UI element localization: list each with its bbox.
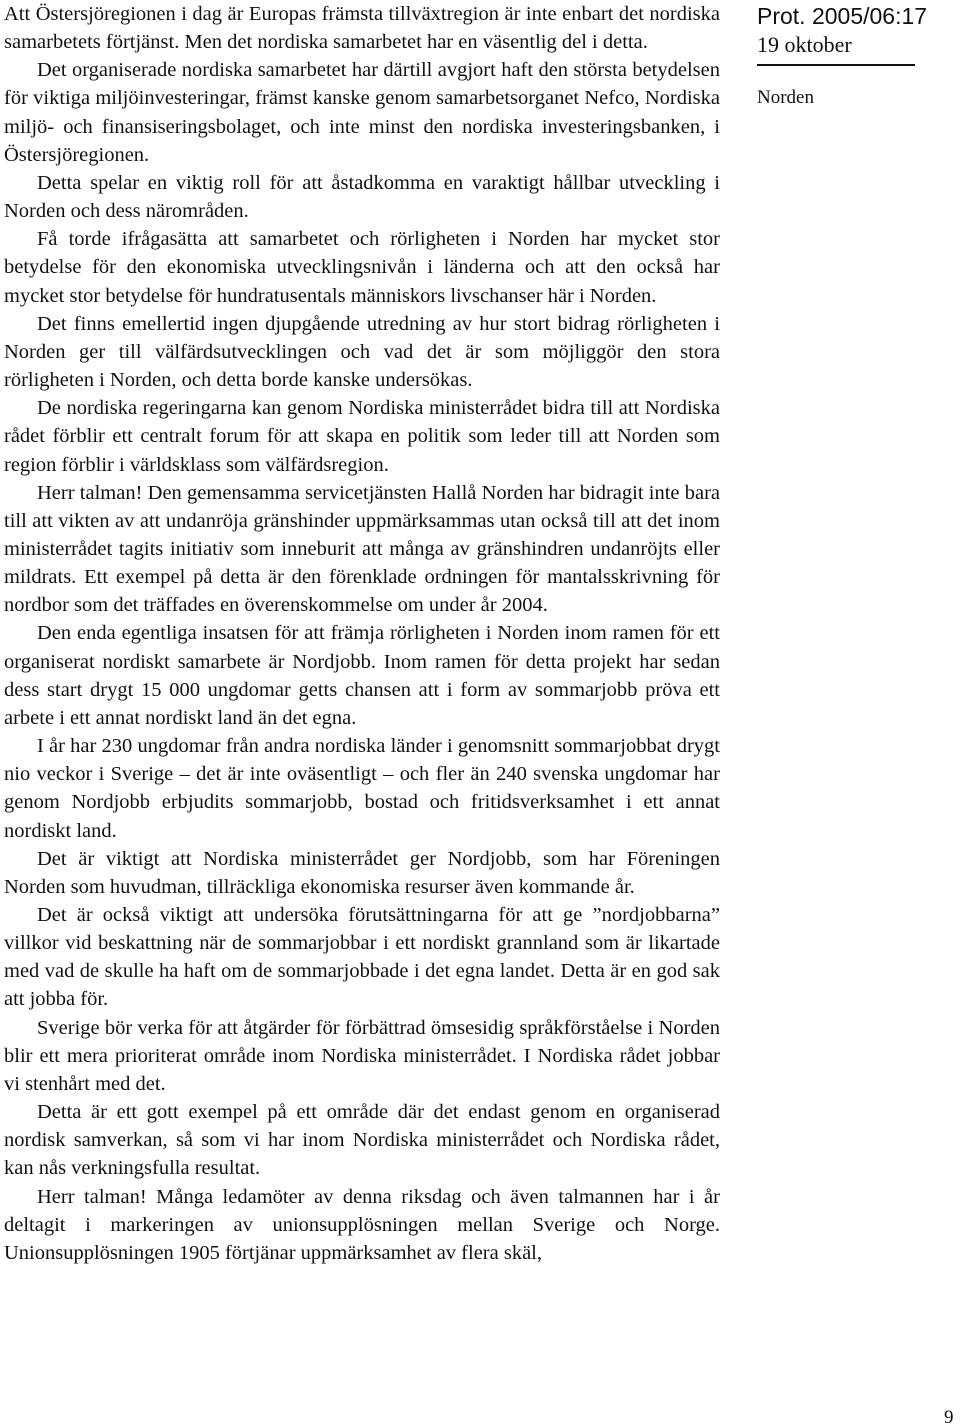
paragraph: Sverige bör verka för att åtgärder för förbättrad ömsesidig språkförståelse i Norden blir ett mera prioriterat område inom Nordiska ministerrådet. I Nordiska rådet jobbar vi stenhårt med det. bbox=[4, 1016, 720, 1095]
section-name: Norden bbox=[757, 87, 814, 108]
paragraph: Det organiserade nordiska samarbetet har därtill avgjort haft den största betydelsen för viktiga miljöinvesteringar, främst kanske genom samarbetsorganet Nefco, Nordiska miljö- och finansiseringsbolaget, och inte minst den nordiska investeringsbanken, i Östersjöregionen. bbox=[4, 59, 720, 166]
paragraph: Det är viktigt att Nordiska ministerrådet ger Nordjobb, som har Föreningen Norden som huvudman, tillräckliga ekonomiska resurser även kommande år. bbox=[4, 847, 720, 898]
speech-text bbox=[4, 0, 720, 1267]
paragraph: Få torde ifrågasätta att samarbetet och rörligheten i Norden har mycket stor betydelse för den ekonomiska utvecklingsnivån i länderna och att den också har mycket stor betydelse för hundratusentals människors livschanser här i Norden. bbox=[4, 228, 720, 307]
paragraph: De nordiska regeringarna kan genom Nordiska ministerrådet bidra till att Nordiska rådet förblir ett centralt forum för att skapa en politik som leder till att Norden som region förblir i världsklass som välfärdsregion. bbox=[4, 397, 720, 476]
paragraph: Det är också viktigt att undersöka förutsättningarna för att ge ”nordjobbarna” villkor vid beskattning när de sommarjobbar i ett nordiskt grannland som är likartade med vad de skulle ha haft om de sommarjobbade i det egna landet. Detta är en god sak att jobba för. bbox=[4, 904, 720, 1011]
paragraph: Att Östersjöregionen i dag är Europas främsta tillväxtregion är inte enbart det nordiska samarbetets förtjänst. Men det nordiska samarbetet har en väsentlig del i detta. bbox=[4, 3, 720, 54]
meeting-date: 19 oktober bbox=[757, 32, 852, 57]
protocol-number: Prot. 2005/06:17 bbox=[757, 3, 928, 29]
paragraph: Den enda egentliga insatsen för att främja rörligheten i Norden inom ramen för ett organiserat nordiskt samarbete är Nordjobb. Inom ramen för detta projekt har sedan dess start drygt 15 000 ungdomar getts chansen att i form av sommarjobb pröva ett arbete i ett annat nordiskt land än det egna. bbox=[4, 622, 720, 729]
paragraph: I år har 230 ungdomar från andra nordiska länder i genomsnitt sommarjobbat drygt nio veckor i Sverige – det är inte oväsentligt – och fler än 240 svenska ungdomar har genom Nordjobb erbjudits sommarjobb, bostad och fritidsverksamhet i ett annat nordiskt land. bbox=[4, 735, 720, 842]
header-rule bbox=[757, 64, 915, 66]
paragraph: Herr talman! Den gemensamma servicetjänsten Hallå Norden har bidragit inte bara till att vikten av att undanröja gränshinder uppmärksammas utan också till att det inom ministerrådet tagits initiativ som inneburit att många av gränshindren undanröjts eller mildrats. Ett exempel på detta är den förenklade ordningen för mantalsskrivning för nordbor som det träffades en överenskommelse om under år 2004. bbox=[4, 481, 720, 617]
paragraph: Herr talman! Många ledamöter av denna riksdag och även talmannen har i år deltagit i markeringen av unionsupplösningen mellan Sverige och Norge. Unionsupplösningen 1905 förtjänar uppmärksamhet av flera skäl, bbox=[4, 1185, 720, 1264]
paragraph: Det finns emellertid ingen djupgående utredning av hur stort bidrag rörligheten i Norden ger till välfärdsutvecklingen och vad det är som möjliggör den stora rörligheten i Norden, och detta borde kanske undersökas. bbox=[4, 312, 720, 392]
paragraph: Detta spelar en viktig roll för att åstadkomma en varaktigt hållbar utveckling i Norden och dess närområden. bbox=[4, 171, 720, 223]
margin-header bbox=[757, 2, 957, 110]
page-number: 9 bbox=[944, 1407, 954, 1428]
paragraph: Detta är ett gott exempel på ett område där det endast genom en organiserad nordisk samverkan, så som vi har inom Nordiska ministerrådet och Nordiska rådet, kan nås verkningsfulla resultat. bbox=[4, 1101, 720, 1180]
